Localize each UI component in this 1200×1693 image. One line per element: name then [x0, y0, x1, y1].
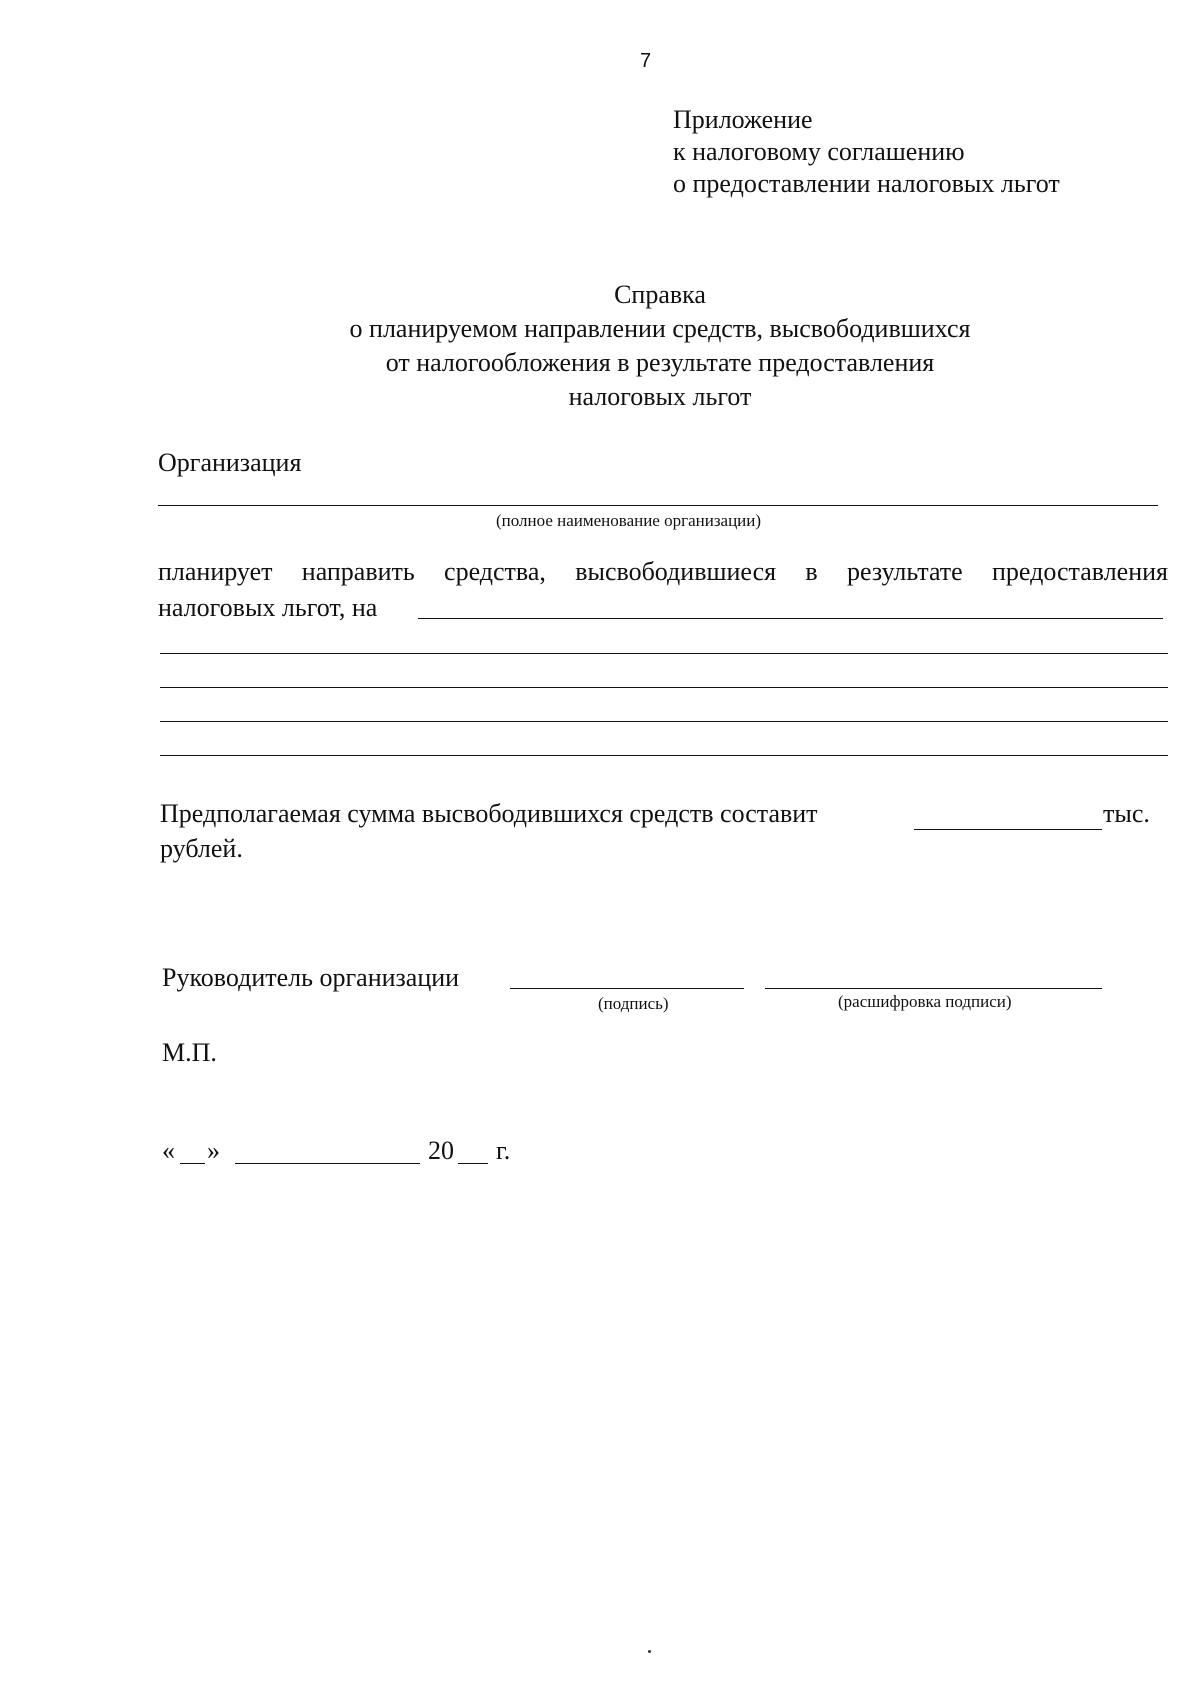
amount-unit-rubles: рублей.	[160, 834, 243, 863]
purpose-field-line-4[interactable]	[160, 721, 1168, 722]
annex-line-3: о предоставлении налоговых льгот	[673, 169, 1060, 198]
date-open-quote: «	[162, 1136, 175, 1165]
purpose-text-line-1: планирует направить средства, высвободившиеся в результате предоставления	[158, 557, 1168, 586]
amount-unit-thousand: тыс.	[1103, 799, 1150, 828]
scan-dot	[648, 1650, 651, 1653]
amount-text: Предполагаемая сумма высвободившихся средств составит	[160, 799, 818, 828]
purpose-field-line-2[interactable]	[160, 653, 1168, 654]
annex-header	[673, 104, 1060, 200]
organization-name-caption: (полное наименование организации)	[496, 511, 762, 530]
annex-line-1: Приложение	[673, 105, 813, 134]
title-line-2: о планируемом направлении средств, высвободившихся	[349, 314, 971, 343]
purpose-field-line-1[interactable]	[418, 618, 1163, 619]
amount-field[interactable]	[914, 829, 1102, 830]
date-year-field[interactable]	[458, 1163, 488, 1164]
purpose-field-line-3[interactable]	[160, 687, 1168, 688]
signature-decoding-field[interactable]	[765, 988, 1102, 989]
date-close-quote: »	[207, 1136, 220, 1165]
title-line-4: налоговых льгот	[568, 382, 752, 411]
purpose-text-line-2: налоговых льгот, на	[158, 593, 378, 622]
date-day-field[interactable]	[180, 1163, 205, 1164]
page-number: 7	[640, 50, 652, 72]
signature-label: Руководитель организации	[162, 963, 460, 992]
title-line-1: Справка	[614, 280, 706, 309]
date-month-field[interactable]	[235, 1163, 420, 1164]
document-title	[160, 278, 1160, 414]
signature-field[interactable]	[510, 988, 744, 989]
purpose-field-line-5[interactable]	[160, 755, 1168, 756]
date-year-prefix: 20	[428, 1136, 454, 1165]
organization-label: Организация	[158, 448, 302, 477]
signature-decoding-caption: (расшифровка подписи)	[838, 992, 1012, 1011]
annex-line-2: к налоговому соглашению	[673, 137, 965, 166]
date-year-suffix: г.	[496, 1136, 511, 1165]
title-line-3: от налогообложения в результате предоставления	[385, 348, 935, 377]
organization-name-field[interactable]	[158, 505, 1158, 506]
signature-caption: (подпись)	[598, 994, 669, 1013]
seal-label: М.П.	[162, 1038, 217, 1067]
